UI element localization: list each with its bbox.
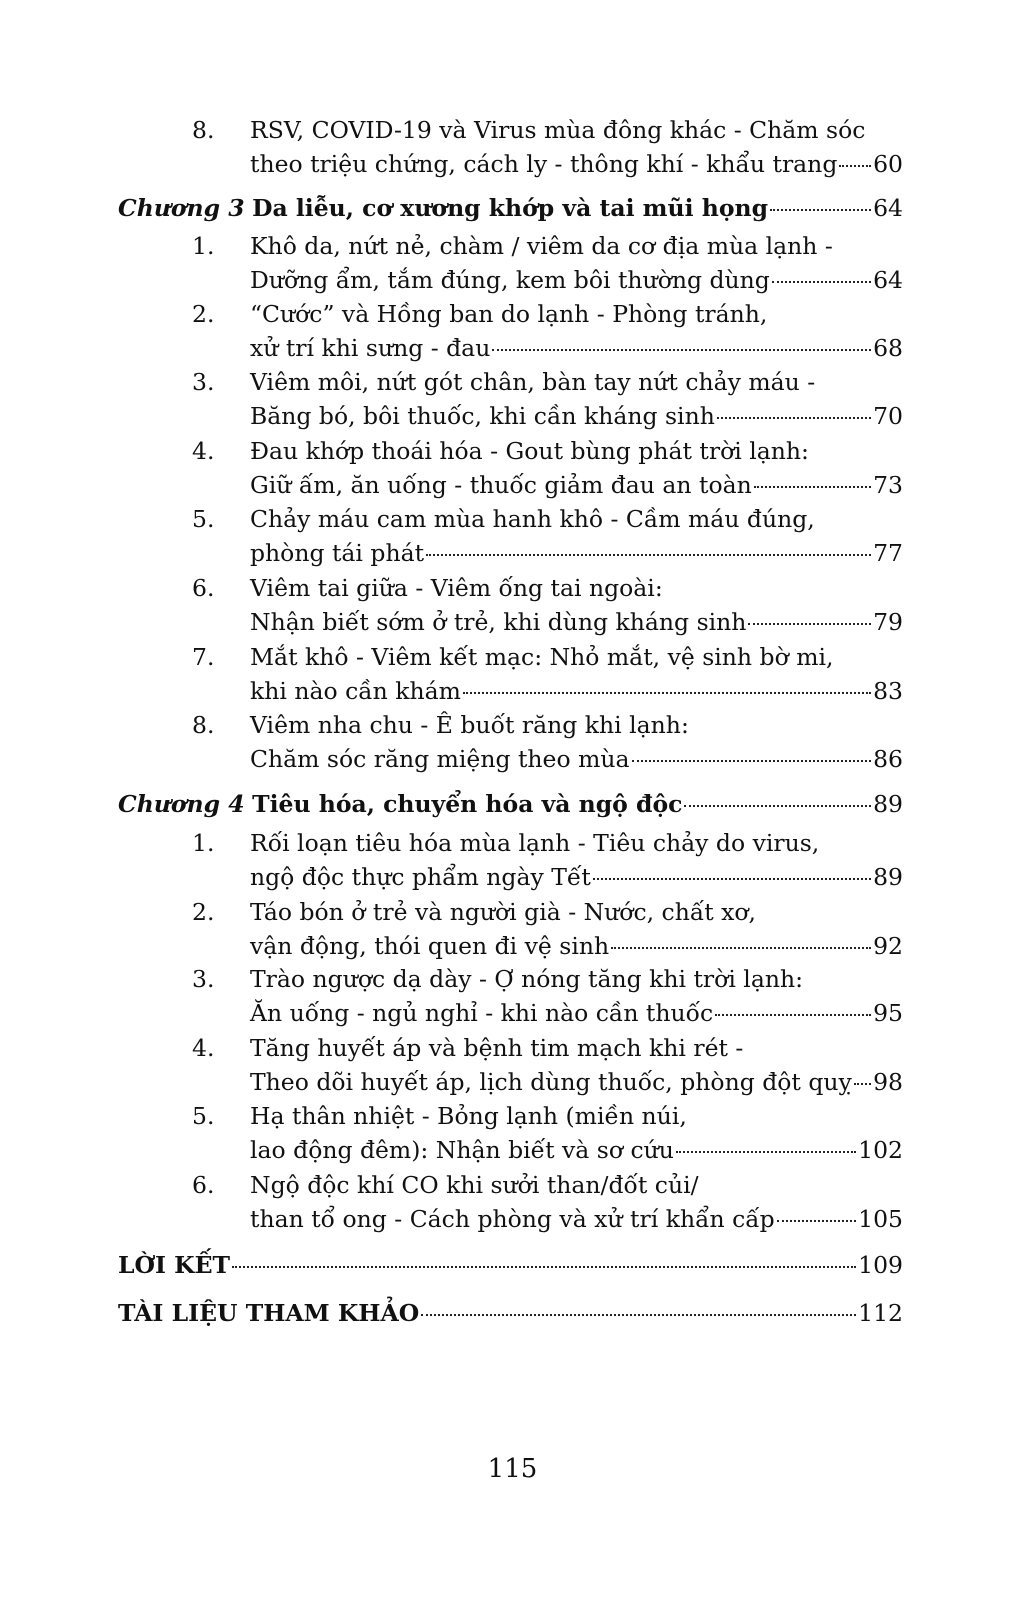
dot-leader xyxy=(632,758,872,762)
toc-end-leader-row xyxy=(118,1248,903,1282)
toc-item-title-continued: Nhận biết sớm ở trẻ, khi dùng kháng sinh xyxy=(250,608,747,636)
toc-item-leader-row xyxy=(250,605,903,639)
toc-item-number: 3. xyxy=(192,965,215,993)
toc-item-leader-row xyxy=(250,742,903,776)
toc-item-title: Tăng huyết áp và bệnh tim mạch khi rét - xyxy=(250,1034,744,1062)
toc-end-entry xyxy=(0,1248,1025,1282)
dot-leader xyxy=(611,945,871,949)
toc-item-second-line xyxy=(0,468,1025,502)
toc-item-page: 60 xyxy=(873,150,903,178)
toc-item-number: 4. xyxy=(192,1034,215,1062)
toc-end-entry xyxy=(0,1296,1025,1330)
toc-item-page: 98 xyxy=(873,1068,903,1096)
toc-item-second-line xyxy=(0,929,1025,963)
toc-item-second-line xyxy=(0,536,1025,570)
toc-item-number: 1. xyxy=(192,829,215,857)
chapter-label: Chương 3 xyxy=(118,194,245,222)
toc-item-title-continued: Chăm sóc răng miệng theo mùa xyxy=(250,745,630,773)
toc-item-number: 2. xyxy=(192,300,215,328)
toc-item-title: Hạ thân nhiệt - Bỏng lạnh (miền núi, xyxy=(250,1102,687,1130)
dot-leader xyxy=(854,1081,871,1085)
toc-chapter-leader-row xyxy=(118,191,903,225)
toc-item-leader-row xyxy=(250,996,903,1030)
toc-item-number: 6. xyxy=(192,574,215,602)
toc-item-title-continued: ngộ độc thực phẩm ngày Tết xyxy=(250,863,591,891)
toc-item-title: Ngộ độc khí CO khi sưởi than/đốt củi/ xyxy=(250,1171,699,1199)
toc-item-page: 70 xyxy=(873,402,903,430)
toc-item-second-line xyxy=(0,742,1025,776)
toc-item-title-continued: Giữ ấm, ăn uống - thuốc giảm đau an toàn xyxy=(250,471,752,499)
toc-item-title: Viêm tai giữa - Viêm ống tai ngoài: xyxy=(250,574,663,602)
toc-item-page: 68 xyxy=(873,334,903,362)
toc-item-second-line xyxy=(0,1202,1025,1236)
toc-item-number: 4. xyxy=(192,437,215,465)
toc-item-number: 6. xyxy=(192,1171,215,1199)
dot-leader xyxy=(777,1218,856,1222)
toc-end-leader-row xyxy=(118,1296,903,1330)
toc-item-second-line xyxy=(0,674,1025,708)
toc-item-title-continued: Dưỡng ẩm, tắm đúng, kem bôi thường dùng xyxy=(250,266,770,294)
toc-item-first-line xyxy=(0,708,1025,742)
end-entry-title: LỜI KẾT xyxy=(118,1251,230,1279)
toc-item-second-line xyxy=(0,147,1025,181)
toc-item-leader-row xyxy=(250,536,903,570)
toc-chapter-heading xyxy=(0,191,1025,225)
toc-item-title: RSV, COVID-19 và Virus mùa đông khác - Chăm sóc xyxy=(250,116,866,144)
toc-item-title-continued: khi nào cần khám xyxy=(250,677,461,705)
toc-item-title: Trào ngược dạ dày - Ợ nóng tăng khi trời lạnh: xyxy=(250,965,804,993)
toc-item-first-line xyxy=(0,571,1025,605)
end-entry-page: 109 xyxy=(858,1251,903,1279)
toc-item-leader-row xyxy=(250,1133,903,1167)
dot-leader xyxy=(426,552,871,556)
toc-item-leader-row xyxy=(250,674,903,708)
chapter-title: Tiêu hóa, chuyển hóa và ngộ độc xyxy=(252,790,683,818)
toc-item-title-continued: vận động, thói quen đi vệ sinh xyxy=(250,932,610,960)
toc-item-first-line xyxy=(0,229,1025,263)
toc-item-first-line xyxy=(0,113,1025,147)
chapter-label: Chương 4 xyxy=(118,790,245,818)
toc-item-leader-row xyxy=(250,399,903,433)
chapter-page: 64 xyxy=(873,194,903,222)
toc-item-first-line xyxy=(0,895,1025,929)
toc-item-second-line xyxy=(0,263,1025,297)
toc-item-second-line xyxy=(0,1133,1025,1167)
toc-item-first-line xyxy=(0,1099,1025,1133)
end-entry-page: 112 xyxy=(858,1299,903,1327)
toc-item-title-continued: Băng bó, bôi thuốc, khi cần kháng sinh xyxy=(250,402,715,430)
toc-item-leader-row xyxy=(250,1065,903,1099)
toc-item-number: 8. xyxy=(192,116,215,144)
toc-item-page: 83 xyxy=(873,677,903,705)
toc-item-first-line xyxy=(0,434,1025,468)
toc-item-number: 3. xyxy=(192,368,215,396)
toc-item-page: 92 xyxy=(873,932,903,960)
dot-leader xyxy=(715,1012,871,1016)
toc-chapter-heading xyxy=(0,787,1025,821)
toc-item-first-line xyxy=(0,365,1025,399)
toc-item-title: Rối loạn tiêu hóa mùa lạnh - Tiêu chảy do virus, xyxy=(250,829,820,857)
toc-item-first-line xyxy=(0,1031,1025,1065)
toc-item-page: 105 xyxy=(858,1205,903,1233)
toc-item-title-continued: Theo dõi huyết áp, lịch dùng thuốc, phòng đột quỵ xyxy=(250,1068,852,1096)
toc-chapter-heading-text xyxy=(118,191,768,225)
toc-item-leader-row xyxy=(250,860,903,894)
toc-item-leader-row xyxy=(250,929,903,963)
dot-leader xyxy=(772,279,871,283)
toc-item-title: Chảy máu cam mùa hanh khô - Cầm máu đúng, xyxy=(250,505,815,533)
dot-leader xyxy=(754,484,871,488)
dot-leader xyxy=(839,163,871,167)
toc-item-page: 64 xyxy=(873,266,903,294)
dot-leader xyxy=(770,207,871,211)
toc-item-page: 102 xyxy=(858,1136,903,1164)
toc-item-second-line xyxy=(0,331,1025,365)
toc-item-title: Đau khớp thoái hóa - Gout bùng phát trời lạnh: xyxy=(250,437,809,465)
dot-leader xyxy=(717,415,871,419)
toc-item-leader-row xyxy=(250,468,903,502)
dot-leader xyxy=(463,690,871,694)
toc-item-leader-row xyxy=(250,147,903,181)
toc-item-page: 79 xyxy=(873,608,903,636)
toc-item-number: 1. xyxy=(192,232,215,260)
toc-item-title-continued: theo triệu chứng, cách ly - thông khí - khẩu trang xyxy=(250,150,838,178)
dot-leader xyxy=(492,347,871,351)
toc-item-page: 89 xyxy=(873,863,903,891)
dot-leader xyxy=(421,1312,856,1316)
toc-item-title-continued: lao động đêm): Nhận biết và sơ cứu xyxy=(250,1136,674,1164)
toc-item-first-line xyxy=(0,1168,1025,1202)
toc-item-number: 5. xyxy=(192,1102,215,1130)
toc-item-leader-row xyxy=(250,263,903,297)
toc-item-title: Viêm nha chu - Ê buốt răng khi lạnh: xyxy=(250,711,689,739)
toc-item-number: 7. xyxy=(192,643,215,671)
toc-item-title: Viêm môi, nứt gót chân, bàn tay nứt chảy máu - xyxy=(250,368,816,396)
toc-item-first-line xyxy=(0,502,1025,536)
dot-leader xyxy=(684,803,871,807)
toc-item-title: “Cước” và Hồng ban do lạnh - Phòng tránh, xyxy=(250,300,768,328)
toc-item-first-line xyxy=(0,826,1025,860)
dot-leader xyxy=(676,1149,856,1153)
toc-chapter-heading-text xyxy=(118,787,682,821)
toc-item-title: Mắt khô - Viêm kết mạc: Nhỏ mắt, vệ sinh bờ mi, xyxy=(250,643,834,671)
toc-item-second-line xyxy=(0,605,1025,639)
chapter-title: Da liễu, cơ xương khớp và tai mũi họng xyxy=(252,194,769,222)
toc-item-title: Khô da, nứt nẻ, chàm / viêm da cơ địa mùa lạnh - xyxy=(250,232,833,260)
toc-item-title-continued: than tổ ong - Cách phòng và xử trí khẩn cấp xyxy=(250,1205,775,1233)
chapter-page: 89 xyxy=(873,790,903,818)
page-number: 115 xyxy=(487,1454,538,1484)
toc-item-number: 2. xyxy=(192,898,215,926)
toc-item-first-line xyxy=(0,962,1025,996)
toc-item-second-line xyxy=(0,996,1025,1030)
toc-item-number: 8. xyxy=(192,711,215,739)
toc-item-leader-row xyxy=(250,1202,903,1236)
toc-item-title: Táo bón ở trẻ và người già - Nước, chất xơ, xyxy=(250,898,757,926)
toc-item-first-line xyxy=(0,640,1025,674)
toc-item-second-line xyxy=(0,399,1025,433)
toc-item-title-continued: xử trí khi sưng - đau xyxy=(250,334,491,362)
toc-item-title-continued: phòng tái phát xyxy=(250,539,425,567)
toc-item-title-continued: Ăn uống - ngủ nghỉ - khi nào cần thuốc xyxy=(250,999,714,1027)
toc-item-page: 73 xyxy=(873,471,903,499)
dot-leader xyxy=(232,1264,856,1268)
toc-item-page: 86 xyxy=(873,745,903,773)
toc-item-second-line xyxy=(0,860,1025,894)
toc-item-leader-row xyxy=(250,331,903,365)
toc-item-number: 5. xyxy=(192,505,215,533)
dot-leader xyxy=(593,876,871,880)
toc-item-second-line xyxy=(0,1065,1025,1099)
toc-item-first-line xyxy=(0,297,1025,331)
end-entry-title: TÀI LIỆU THAM KHẢO xyxy=(118,1299,420,1327)
dot-leader xyxy=(748,621,871,625)
toc-chapter-leader-row xyxy=(118,787,903,821)
toc-item-page: 77 xyxy=(873,539,903,567)
toc-item-page: 95 xyxy=(873,999,903,1027)
